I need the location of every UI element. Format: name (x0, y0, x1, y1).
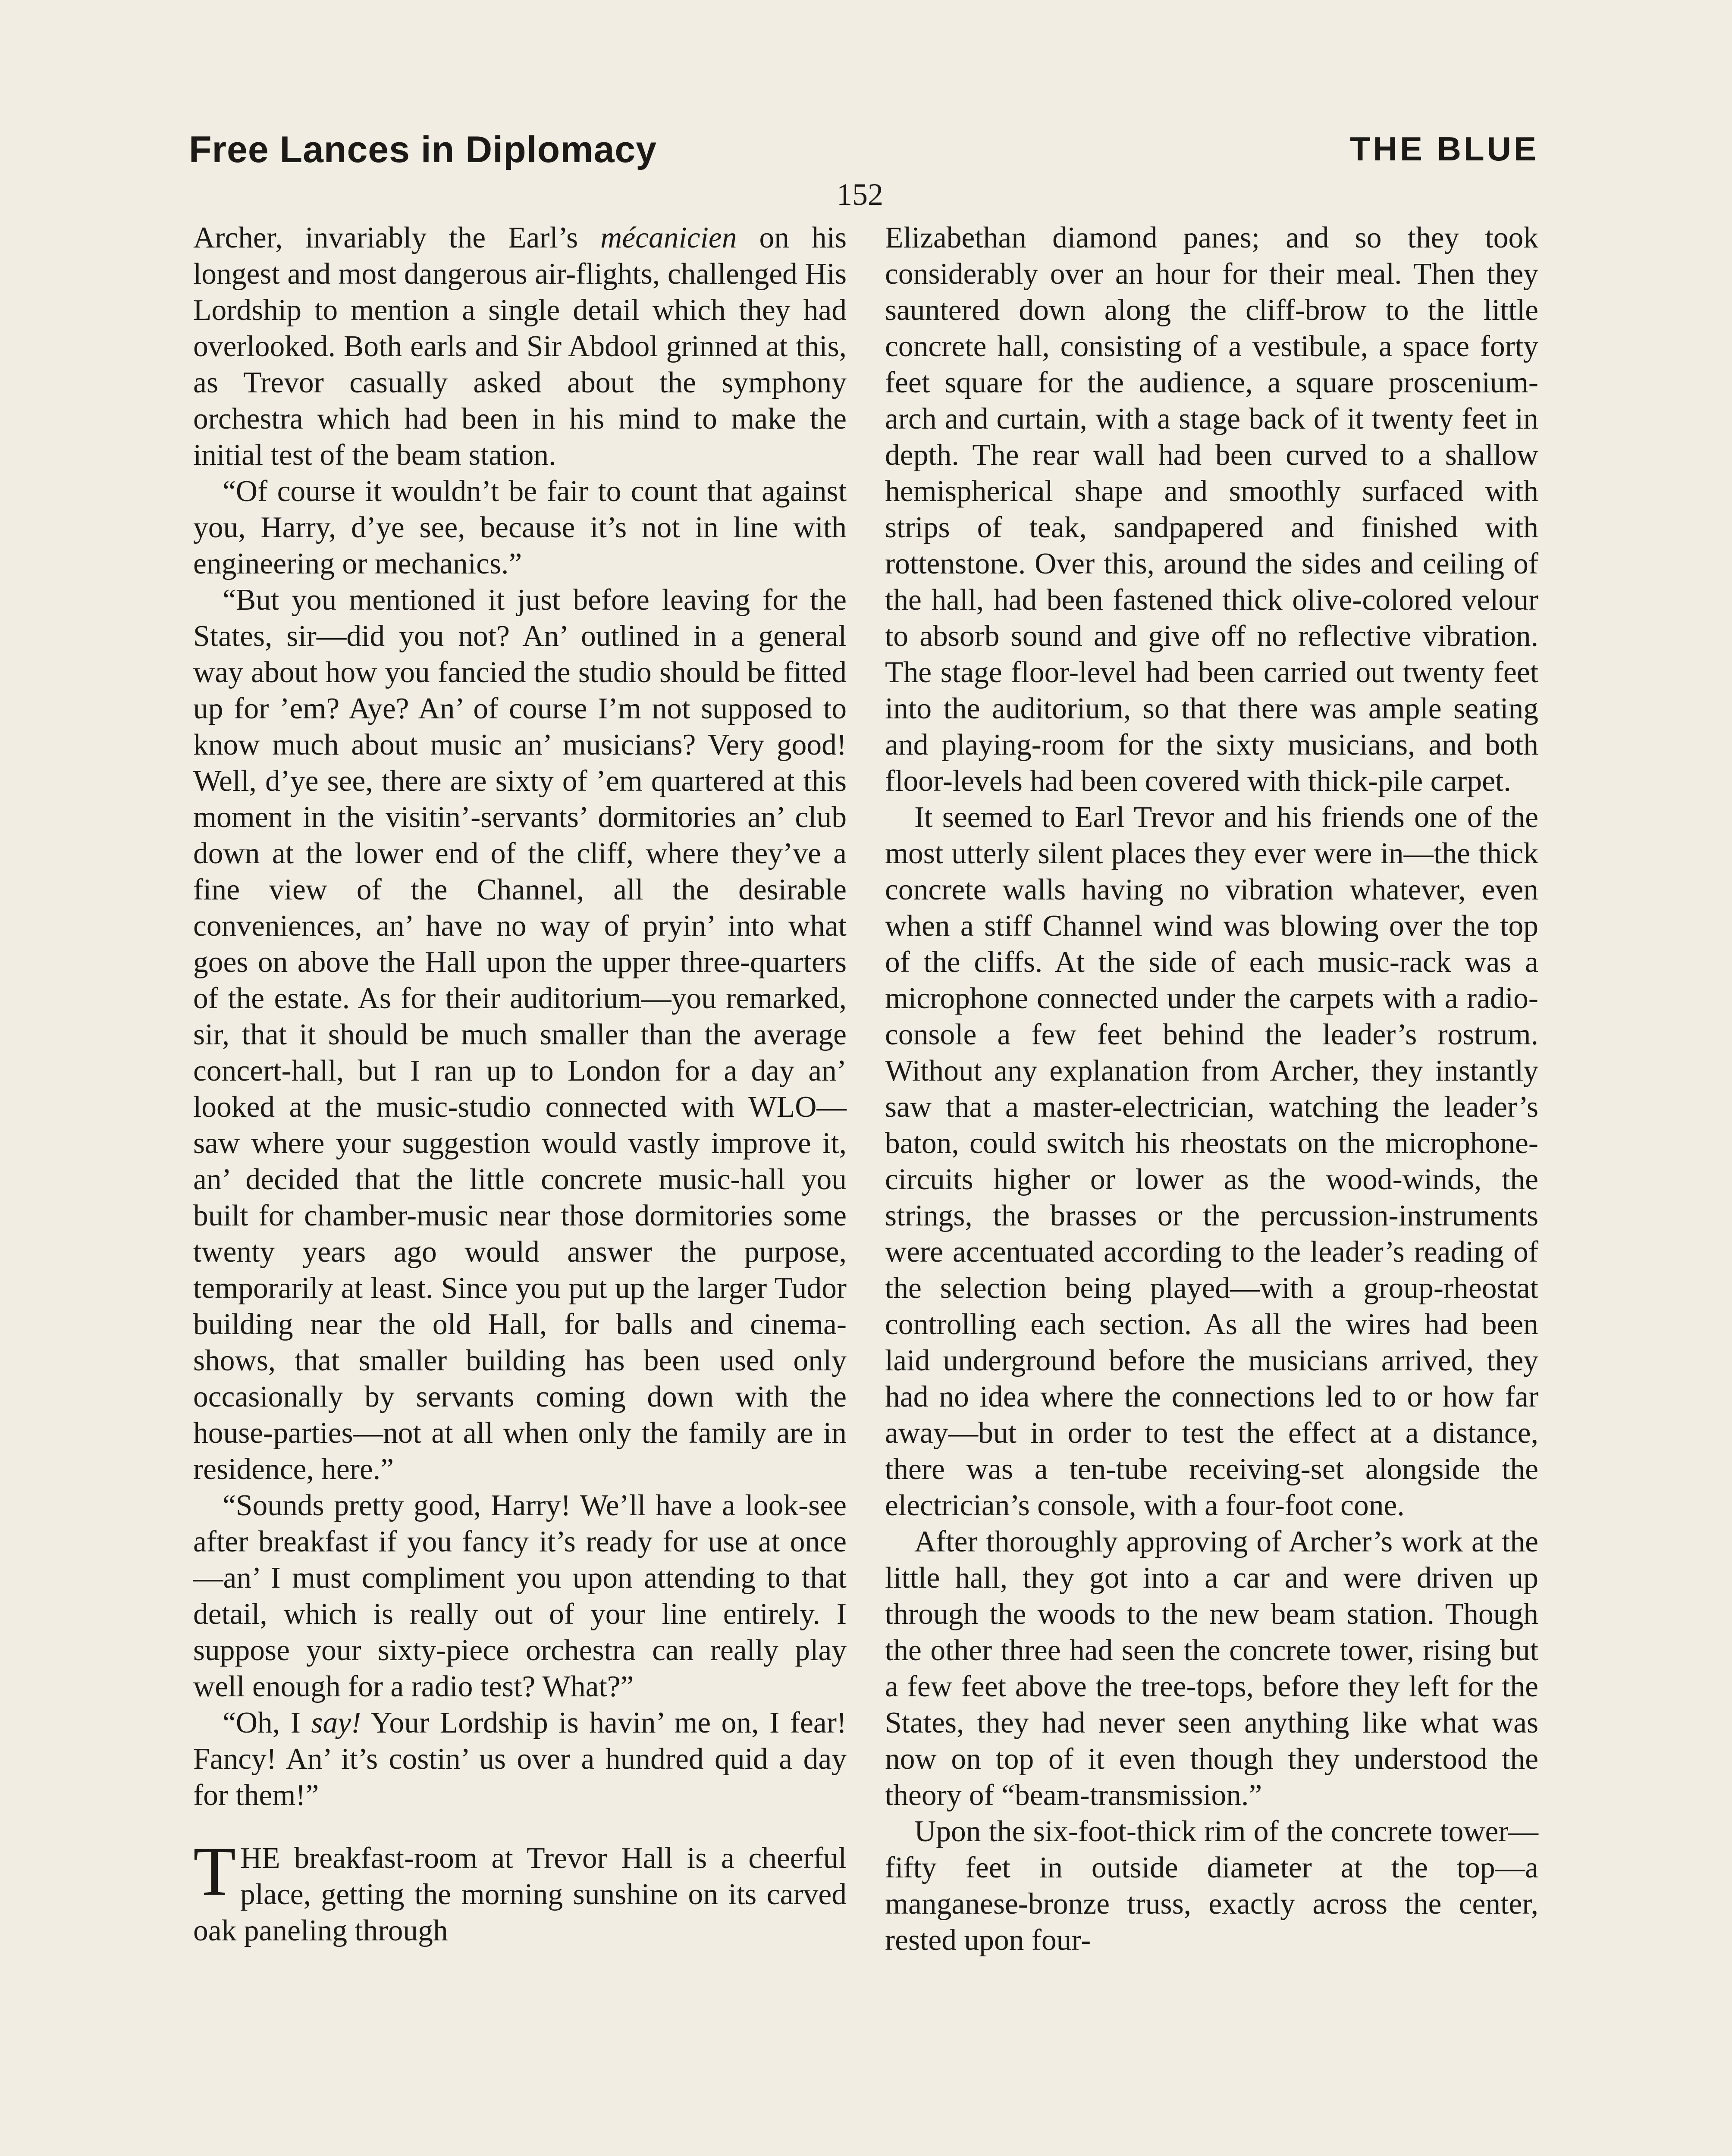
right-column (885, 220, 1538, 1959)
paragraph: Archer, invariably the Earl’s mécanicien on his longest and most dangerous air-flights, challenged His Lordship to mention a single detail which they had overlooked. Both earls and Sir Abdool grinned at this, as Trevor casually asked about the symphony orchestra which had been in his mind to make the initial test of the beam station. (193, 221, 847, 472)
paragraph: It seemed to Earl Trevor and his friends one of the most utterly silent places they ever were in—the thick concrete walls having no vibration whatever, even when a stiff Channel wind was blowing over the top of the cliffs. At the side of each music-rack was a microphone connected under the carpets with a radio-console a few feet behind the leader’s rostrum. Without any explanation from Archer, they instantly saw that a master-electrician, watching the leader’s baton, could switch his rheostats on the microphone-circuits higher or lower as the wood-winds, the strings, the brasses or the percussion-instruments were accentuated according to the leader’s reading of the selection being played—with a group-rheostat controlling each section. As all the wires had been laid underground before the musicians arrived, they had no idea where the connections led to or how far away—but in order to test the effect at a distance, there was a ten-tube receiving-set alongside the electrician’s console, with a four-foot cone. (885, 801, 1538, 1522)
paragraph: “Oh, I say! Your Lordship is havin’ me on, I fear! Fancy! An’ it’s costin’ us over a hundred quid a day for them!” (193, 1706, 847, 1812)
paragraph: “But you mentioned it just before leaving for the States, sir—did you not? An’ outlined in a general way about how you fancied the studio should be fitted up for ’em? Aye? An’ of course I’m not supposed to know much about music an’ musicians? Very good! Well, d’ye see, there are sixty of ’em quartered at this moment in the visitin’-servants’ dormitories an’ club down at the lower end of the cliff, where they’ve a fine view of the Channel, all the desirable conveniences, an’ have no way of pryin’ into what goes on above the Hall upon the upper three-quarters of the estate. As for their auditorium—you remarked, sir, that it should be much smaller than the average concert-hall, but I ran up to London for a day an’ looked at the music-studio connected with WLO—saw where your suggestion would vastly improve it, an’ decided that the little concrete music-hall you built for chamber-music near those dormitories some twenty years ago would answer the purpose, temporarily at least. Since you put up the larger Tudor building near the old Hall, for balls and cinema-shows, that smaller building has been used only occasionally by servants coming down with the house-parties—not at all when only the family are in residence, here.” (193, 583, 847, 1486)
paragraph: “Sounds pretty good, Harry! We’ll have a look-see after breakfast if you fancy it’s ready for use at once—an’ I must compliment you upon attending to that detail, which is really out of your line entirely. I suppose your sixty-piece orchestra can really play well enough for a radio test? What?” (193, 1489, 847, 1703)
paragraph: Elizabethan diamond panes; and so they took considerably over an hour for their meal. Then they sauntered down along the cliff-brow to the little concrete hall, consisting of a vestibule, a space forty feet square for the audience, a square proscenium-arch and curtain, with a stage back of it twenty feet in depth. The rear wall had been curved to a shallow hemispherical shape and smoothly surfaced with strips of teak, sandpapered and finished with rottenstone. Over this, around the sides and ceiling of the hall, had been fastened thick olive-colored velour to absorb sound and give off no reflective vibration. The stage floor-level had been carried out twenty feet into the auditorium, so that there was ample seating and playing-room for the sixty musicians, and both floor-levels had been covered with thick-pile carpet. (885, 221, 1538, 798)
paragraph: “Of course it wouldn’t be fair to count that against you, Harry, d’ye see, because it’s not in line with engineering or mechanics.” (193, 475, 847, 580)
page-number: 152 (837, 177, 883, 212)
magazine-title: THE BLUE (1350, 130, 1539, 168)
paragraph: After thoroughly approving of Archer’s work at the little hall, they got into a car and were driven up through the woods to the new beam station. Though the other three had seen the concrete tower, rising but a few feet above the tree-tops, before they left for the States, they had never seen anything like what was now on top of it even though they understood the theory of “beam-transmission.” (885, 1525, 1538, 1812)
left-column (193, 220, 847, 1949)
drop-cap: T (193, 1833, 236, 1910)
paragraph: Upon the six-foot-thick rim of the concrete tower—fifty feet in outside diameter at the top—a manganese-bronze truss, exactly across the center, rested upon four- (885, 1815, 1538, 1957)
paragraph-dropcap: THE breakfast-room at Trevor Hall is a cheerful place, getting the morning sunshine on its carved oak paneling through (193, 1833, 847, 1947)
story-title: Free Lances in Diplomacy (189, 129, 657, 170)
